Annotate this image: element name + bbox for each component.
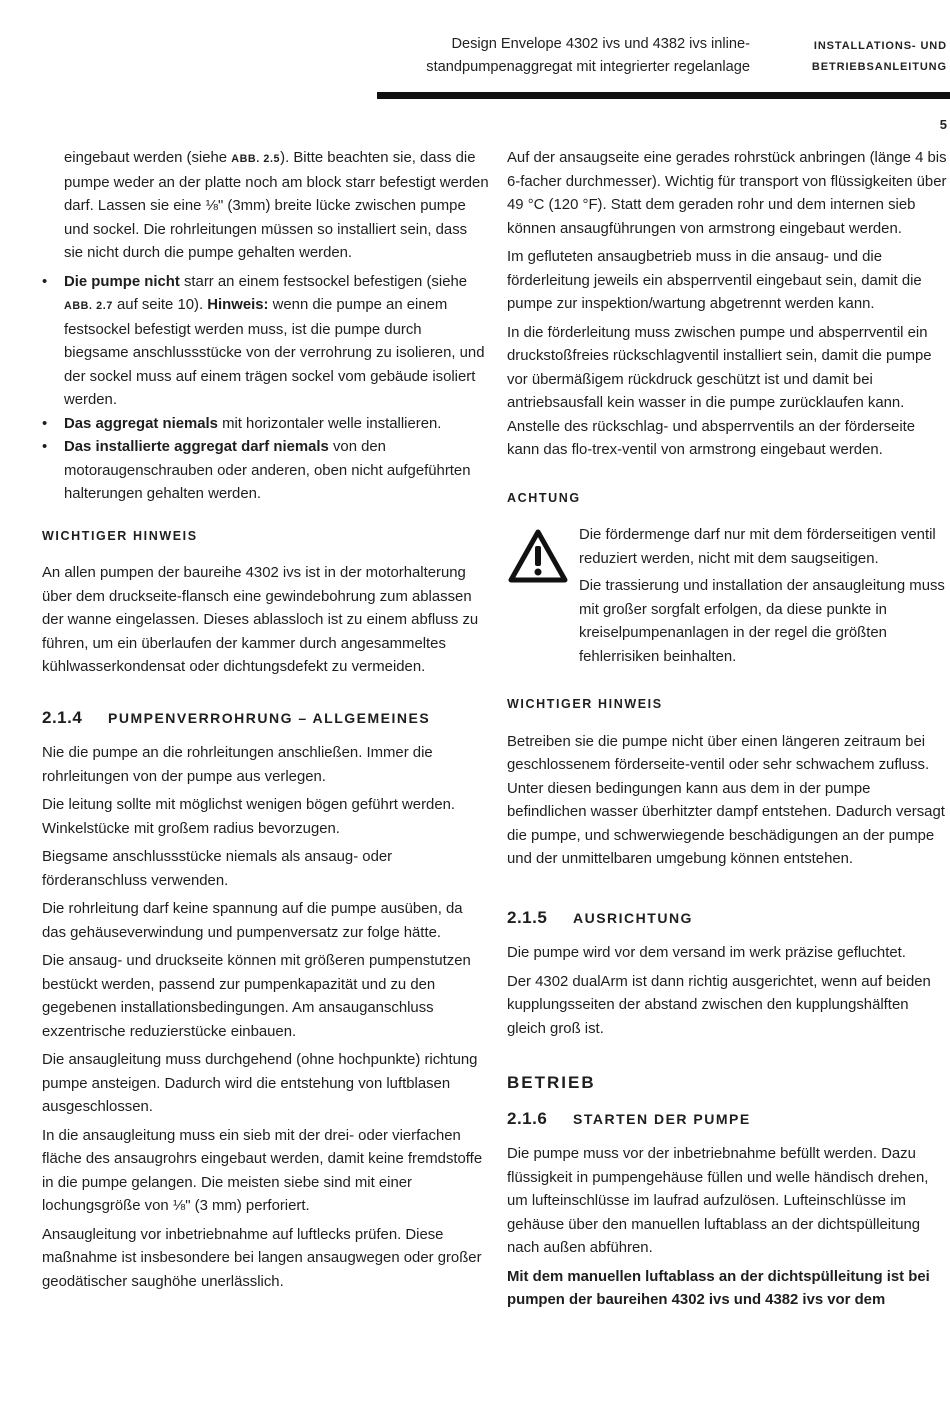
left-column	[42, 147, 489, 1299]
section-number: 2.1.4	[42, 707, 83, 727]
paragraph: Ansaugleitung vor inbetriebnahme auf luftlecks prüfen. Diese maßnahme ist insbesondere bei langen ansaugwegen oder großer geodätischer saughöhe unerlässlich.	[42, 1226, 482, 1290]
bullet-icon: •	[42, 439, 48, 455]
bullet-list	[42, 271, 489, 507]
bullet-bold: Die pumpe nicht	[64, 273, 180, 290]
paragraph: Nie die pumpe an die rohrleitungen anschließen. Immer die rohrleitungen von der pumpe aus verlegen.	[42, 745, 433, 785]
bullet-bold: Das installierte aggregat darf niemals	[64, 439, 329, 455]
paragraph: In die förderleitung muss zwischen pumpe und absperrventil ein druckstoßfreies rückschlagventil installiert sein, damit die pumpe vor übermäßigem rückdruck geschützt ist und damit bei antriebsausfall kein wasser in die pumpe zurücklaufen kann. Anstelle des rückschlag- und absperrventils an der förderseite kann das flo-trex-ventil von armstrong eingebaut werden.	[507, 324, 932, 458]
paragraph: Die leitung sollte mit möglichst wenigen bögen geführt werden. Winkelstücke mit großem radius bevorzugen.	[42, 797, 456, 837]
paragraph: Die ansaugleitung muss durchgehend (ohne hochpunkte) richtung pumpe ansteigen. Dadurch wird die entstehung von luftblasen ausgeschlossen.	[42, 1052, 478, 1115]
list-item	[42, 271, 489, 413]
list-item	[42, 436, 489, 507]
section-heading	[507, 1107, 950, 1132]
notice-text: Betreiben sie die pumpe nicht über einen längeren zeitraum bei geschlossenem förderseite-ventil oder sehr schwachem zufluss. Unter diesen bedingungen kann aus dem in der pumpe befindlichen wasser überhitzter dampf entstehen. Dadurch versagt die pumpe, und schwerwiegende beschädigungen an der pumpe und der unmittelbaren umgebung können entstehen.	[507, 733, 945, 867]
document-title-line-1: Design Envelope 4302 ivs und 4382 ivs inline-	[451, 36, 750, 52]
bullet-icon: •	[42, 273, 48, 290]
bullet-text: mit horizontaler welle installieren.	[217, 415, 442, 432]
page-number: 5	[939, 117, 947, 132]
document-type	[770, 36, 947, 78]
caution-text: Die trassierung und installation der ansaugleitung muss mit großer sorgfalt erfolgen, da diese punkte in kreiselpumpenanlagen in der regel die größten fehlerrisiken beinhalten.	[579, 578, 945, 665]
paragraph-bold: Mit dem manuellen luftablass an der dichtspülleitung ist bei pumpen der baureihen 4302 ivs und 4382 ivs vor dem	[507, 1268, 930, 1308]
document-title-line-2: standpumpenaggregat mit integrierter regelanlage	[426, 59, 750, 75]
section-number: 2.1.5	[507, 907, 548, 927]
document-type-line-2: BETRIEBSANLEITUNG	[811, 61, 947, 73]
bullet-text: von den motoraugenschrauben oder anderen, oben nicht aufgeführten halterungen gehalten werden.	[64, 439, 471, 502]
paragraph: Auf der ansaugseite eine gerades rohrstück anbringen (länge 4 bis 6-facher durchmesser). Wichtig für transport von flüssigkeiten über 49 °C (120 °F). Statt dem geraden rohr und dem internen sieb können ansaugführungen von armstrong eingebaut werden.	[507, 150, 947, 237]
figure-reference: ABB. 2.5	[231, 153, 281, 165]
paragraph: Der 4302 dualArm ist dann richtig ausgerichtet, wenn auf beiden kupplungsseiten der abstand zwischen den kupplungshälften gleich groß ist.	[507, 973, 931, 1037]
intro-text-a: eingebaut werden (siehe	[64, 150, 232, 166]
section-title: STARTEN DER PUMPE	[573, 1110, 751, 1127]
bullet-bold: Hinweis:	[207, 297, 269, 313]
section-number: 2.1.6	[507, 1108, 548, 1128]
paragraph: In die ansaugleitung muss ein sieb mit der drei- oder vierfachen fläche des ansaugrohrs eingebaut werden, damit keine fremdstoffe in die pumpe gelangen. Die meisten siebe sind mit einer lochungsgröße von ⅛" (3 mm) perforiert.	[42, 1127, 483, 1214]
paragraph: Im gefluteten ansaugbetrieb muss in die ansaug- und die förderleitung jeweils ein absperrventil eingebaut sein, damit die pumpe zur inspektion/wartung abgetrennt werden kann.	[507, 249, 922, 312]
caution-text: Die fördermenge darf nur mit dem förderseitigen ventil reduziert werden, nicht mit dem saugseitigen.	[579, 527, 936, 567]
section-title: AUSRICHTUNG	[573, 909, 693, 926]
bullet-bold: Das aggregat niemals	[64, 415, 218, 432]
paragraph: Die ansaug- und druckseite können mit größeren pumpenstutzen bestückt werden, passend zur pumpenkapazität und zu den gegebenen installationsbedingungen. Am ansauganschluss exzentrische reduzierstücke einbauen.	[42, 953, 471, 1040]
caution-box	[507, 524, 950, 669]
notice-text: An allen pumpen der baureihe 4302 ivs ist in der motorhalterung über dem druckseite-flansch eine gewindebohrung zum ablassen der wanne eingelassen. Dieses ablassloch ist zu einem abfluss zu führen, um ein überlaufen der kammer durch angesammeltes kühlwasserkondensat oder dichtungsdefekt zu vermeiden.	[42, 565, 479, 675]
document-type-line-1: INSTALLATIONS- UND	[813, 40, 947, 52]
section-heading	[42, 706, 489, 731]
paragraph: Biegsame anschlussstücke niemals als ansaug- oder förderanschluss verwenden.	[42, 849, 393, 889]
intro-text-b: ). Bitte beachten sie, dass die pumpe weder an der platte noch am block starr befestigt werden darf. Lassen sie eine ⅛" (3mm) breite lücke zwischen pumpe und sockel. Die rohrleitungen müssen so installiert sein, dass sie nicht durch die pumpe gehalten werden.	[64, 150, 489, 261]
header-rule	[377, 92, 950, 99]
right-column	[507, 147, 950, 1318]
intro-paragraph	[42, 147, 489, 266]
section-heading	[507, 906, 950, 931]
notice-heading: WICHTIGER HINWEIS	[507, 697, 663, 711]
notice-heading: WICHTIGER HINWEIS	[42, 528, 198, 543]
bullet-text: wenn die pumpe an einem festsockel befestigt werden muss, ist die pumpe durch biegsame anschlussstücke von der verrohrung zu isolieren, und der sockel muss auf einem trägen sockel vom gebäude isoliert werden.	[64, 297, 485, 408]
bullet-text: starr an einem festsockel befestigen (siehe	[179, 273, 468, 290]
paragraph: Die pumpe wird vor dem versand im werk präzise gefluchtet.	[507, 945, 906, 961]
paragraph: Die rohrleitung darf keine spannung auf die pumpe ausüben, da das gehäuseverwindung und pumpenversatz zur folge hätte.	[42, 901, 463, 941]
chapter-heading: BETRIEB	[507, 1073, 596, 1092]
caution-heading: ACHTUNG	[507, 490, 581, 505]
section-title: PUMPENVERROHRUNG – ALLGEMEINES	[108, 709, 431, 726]
paragraph: Die pumpe muss vor der inbetriebnahme befüllt werden. Dazu flüssigkeit in pumpengehäuse füllen und welle händisch drehen, um lufteinschlüsse im laufrad aufzulösen. Lufteinschlüsse im gehäuse über den manuellen luftablass an der dichtspülleitung nach außen abführen.	[507, 1146, 929, 1256]
document-title	[340, 33, 750, 79]
warning-triangle-icon	[507, 528, 569, 584]
figure-reference: ABB. 2.7	[64, 300, 113, 312]
bullet-icon: •	[42, 415, 48, 432]
list-item	[42, 413, 489, 437]
bullet-text: auf seite 10).	[112, 297, 208, 313]
